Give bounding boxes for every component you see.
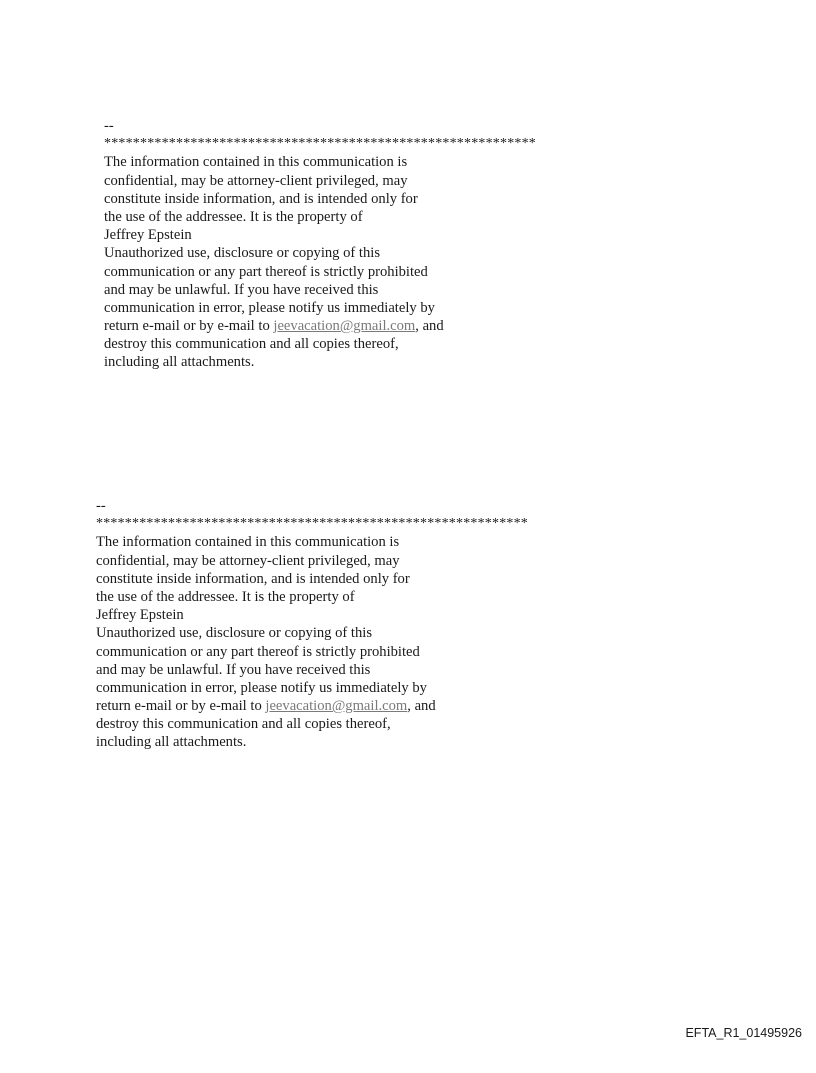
disclaimer-line: destroy this communication and all copies thereof, <box>104 336 399 353</box>
disclaimer-block-2 <box>96 497 528 752</box>
disclaimer-line: communication or any part thereof is strictly prohibited <box>96 643 420 660</box>
disclaimer-block-1 <box>104 117 536 372</box>
disclaimer-owner-name: Jeffrey Epstein <box>96 607 184 624</box>
asterisk-rule: ************************************************************ <box>96 516 528 532</box>
email-line-suffix: , and <box>407 698 436 715</box>
disclaimer-line: including all attachments. <box>96 734 247 751</box>
disclaimer-line: Unauthorized use, disclosure or copying of this <box>96 625 373 642</box>
disclaimer-line: destroy this communication and all copies thereof, <box>96 716 391 733</box>
disclaimer-line: including all attachments. <box>104 354 255 371</box>
email-link[interactable]: jeevacation@gmail.com <box>265 698 408 715</box>
disclaimer-line: communication or any part thereof is strictly prohibited <box>104 263 428 280</box>
disclaimer-line: and may be unlawful. If you have received this <box>96 661 371 678</box>
document-id-stamp: EFTA_R1_01495926 <box>685 1026 802 1040</box>
disclaimer-email-line <box>96 697 528 715</box>
disclaimer-line: the use of the addressee. It is the property of <box>96 588 355 605</box>
disclaimer-line: The information contained in this communication is <box>96 534 400 551</box>
disclaimer-line: the use of the addressee. It is the property of <box>104 208 363 225</box>
signature-separator: -- <box>96 498 106 514</box>
asterisk-rule: ************************************************************ <box>104 136 536 152</box>
disclaimer-line: constitute inside information, and is intended only for <box>104 190 418 207</box>
email-link[interactable]: jeevacation@gmail.com <box>273 318 416 335</box>
disclaimer-owner-name: Jeffrey Epstein <box>104 227 192 244</box>
disclaimer-line: and may be unlawful. If you have received this <box>104 281 379 298</box>
disclaimer-line: confidential, may be attorney-client privileged, may <box>96 552 400 569</box>
disclaimer-line: communication in error, please notify us immediately by <box>104 299 435 316</box>
disclaimer-line: constitute inside information, and is intended only for <box>96 570 410 587</box>
disclaimer-line: The information contained in this communication is <box>104 154 408 171</box>
email-line-suffix: , and <box>415 318 444 335</box>
email-line-prefix: return e-mail or by e-mail to <box>96 698 266 715</box>
signature-separator: -- <box>104 118 114 134</box>
email-line-prefix: return e-mail or by e-mail to <box>104 318 274 335</box>
disclaimer-email-line <box>104 317 536 335</box>
disclaimer-line: confidential, may be attorney-client privileged, may <box>104 172 408 189</box>
disclaimer-line: communication in error, please notify us immediately by <box>96 679 427 696</box>
disclaimer-line: Unauthorized use, disclosure or copying of this <box>104 245 381 262</box>
